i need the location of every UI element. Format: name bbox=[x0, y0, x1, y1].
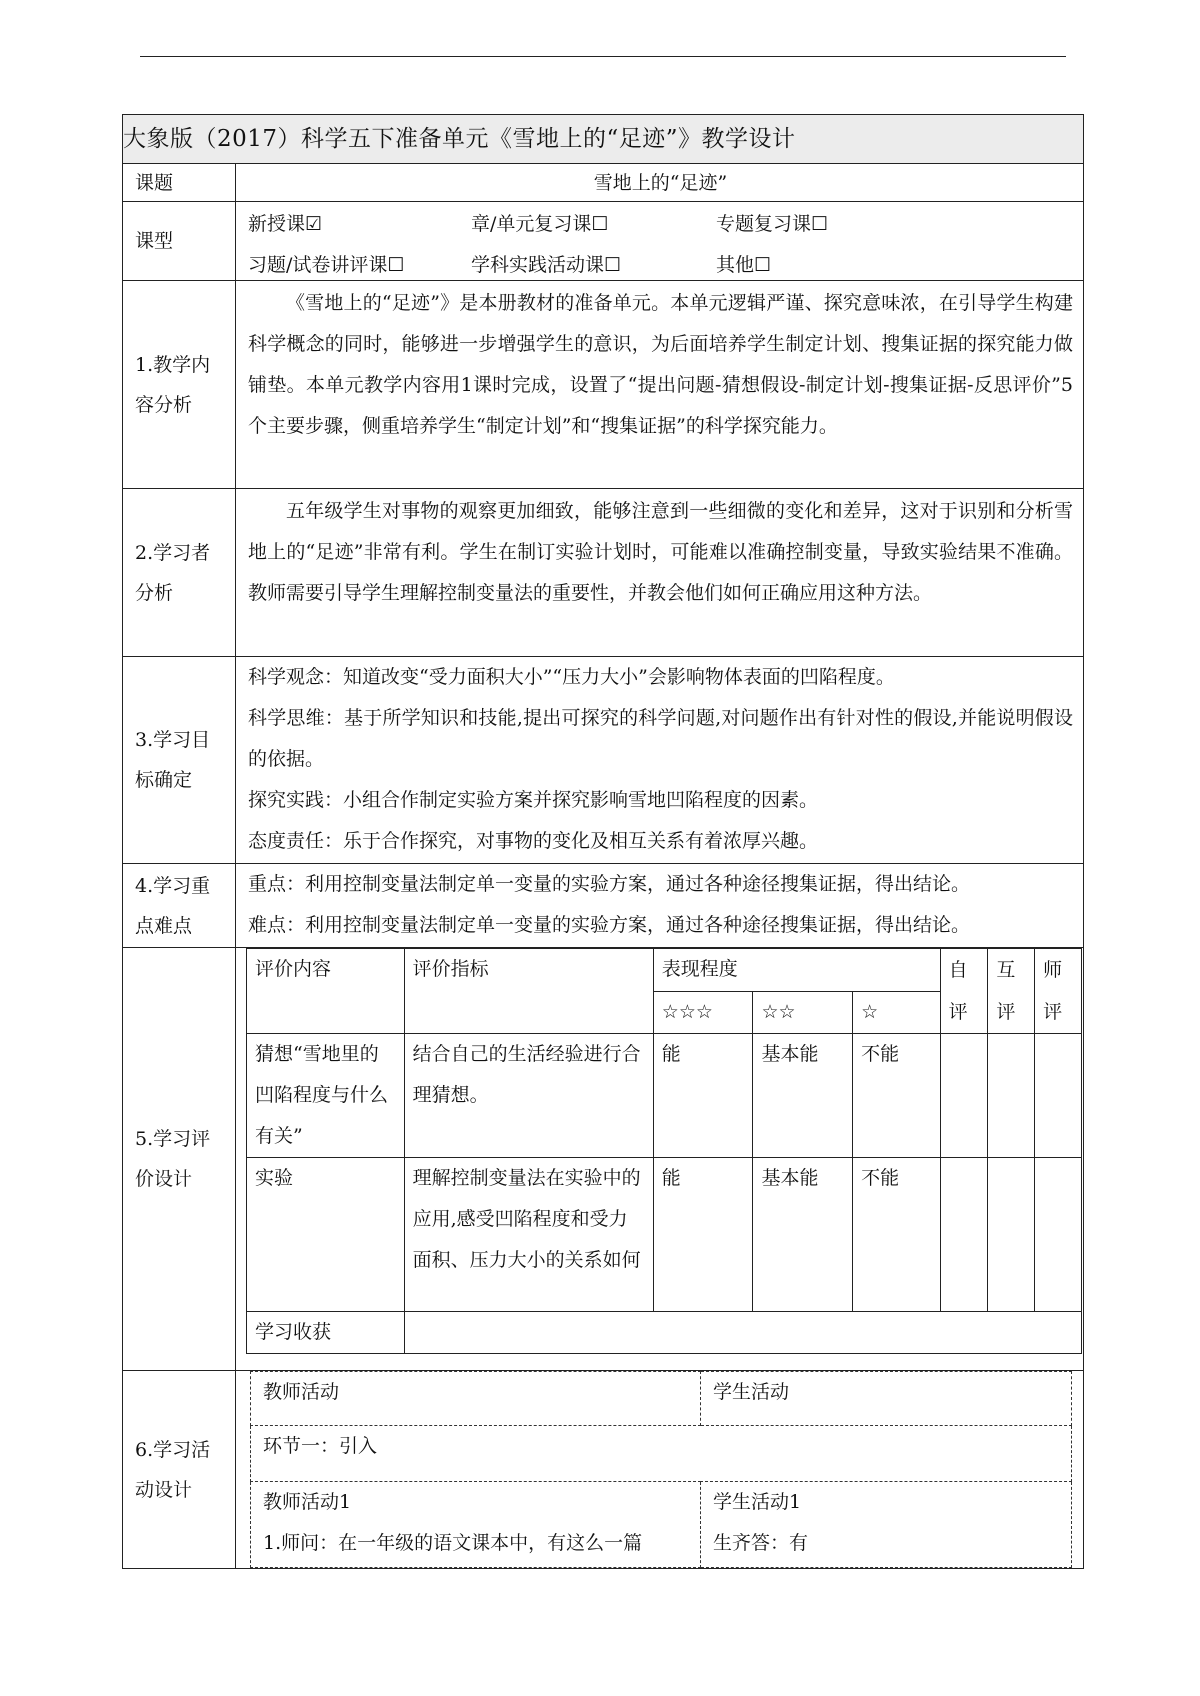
level-three-stars: ☆☆☆ bbox=[653, 991, 753, 1034]
student-activity-1 bbox=[701, 1482, 1072, 1568]
lesson-type-row bbox=[123, 201, 1083, 280]
evaluation-label: 5.学习评价设计 bbox=[123, 948, 236, 1370]
teacher-eval-cell[interactable] bbox=[1035, 1158, 1082, 1312]
eval-indicator-cell: 结合自己的生活经验进行合理猜想。 bbox=[404, 1034, 653, 1158]
header-self-eval: 自评 bbox=[940, 949, 988, 1034]
section-intro: 环节一：引入 bbox=[251, 1426, 1072, 1482]
level-cell: 能 bbox=[653, 1158, 753, 1312]
key-point: 重点：利用控制变量法制定单一变量的实验方案，通过各种途径搜集证据，得出结论。 bbox=[248, 873, 971, 895]
key-points-label: 4.学习重点难点 bbox=[123, 864, 236, 947]
teacher-activity-1 bbox=[251, 1482, 701, 1568]
header-eval-indicator: 评价指标 bbox=[404, 949, 653, 1034]
student-activity-1-title: 学生活动1 bbox=[713, 1491, 802, 1513]
table-row bbox=[247, 1158, 1082, 1312]
learner-analysis-label: 2.学习者分析 bbox=[123, 489, 236, 656]
option-new-lesson[interactable]: 新授课☑ bbox=[248, 213, 323, 235]
activities-cell bbox=[236, 1371, 1083, 1568]
level-cell: 不能 bbox=[853, 1034, 940, 1158]
option-exercise-review[interactable]: 习题/试卷讲评课☐ bbox=[248, 254, 405, 276]
topic-label: 课题 bbox=[123, 164, 236, 201]
activities-label: 6.学习活动设计 bbox=[123, 1371, 236, 1568]
option-practice-activity[interactable]: 学科实践活动课☐ bbox=[471, 254, 622, 276]
evaluation-row bbox=[123, 947, 1083, 1370]
header-performance: 表现程度 bbox=[653, 949, 940, 992]
header-peer-eval: 互评 bbox=[988, 949, 1035, 1034]
content-analysis-row bbox=[123, 280, 1083, 488]
difficult-point: 难点：利用控制变量法制定单一变量的实验方案，通过各种途径搜集证据，得出结论。 bbox=[248, 914, 971, 936]
eval-content-cell: 猜想“雪地里的凹陷程度与什么有关” bbox=[247, 1034, 405, 1158]
objective-item: 态度责任：乐于合作探究，对事物的变化及相互关系有着浓厚兴趣。 bbox=[248, 830, 819, 852]
level-cell: 能 bbox=[653, 1034, 753, 1158]
header-rule bbox=[140, 56, 1066, 57]
key-points-row bbox=[123, 863, 1083, 947]
self-eval-cell[interactable] bbox=[940, 1034, 988, 1158]
objectives-list bbox=[236, 657, 1083, 863]
content-analysis-text: 《雪地上的“足迹”》是本册教材的准备单元。本单元逻辑严谨、探究意味浓，在引导学生构建科学概念的同时，能够进一步增强学生的意识，为后面培养学生制定计划、搜集证据的探究能力做铺垫。本单元教学内容用1课时完成，设置了“提出问题-猜想假设-制定计划-搜集证据-反思评价”5个主要步骤，侧重培养学生“制定计划”和“搜集证据”的科学探究能力。 bbox=[248, 292, 1073, 437]
level-cell: 基本能 bbox=[753, 1158, 853, 1312]
objectives-row bbox=[123, 656, 1083, 863]
learner-analysis-text: 五年级学生对事物的观察更加细致，能够注意到一些细微的变化和差异，这对于识别和分析雪地上的“足迹”非常有利。学生在制订实验计划时，可能难以准确控制变量，导致实验结果不准确。教师需要引导学生理解控制变量法的重要性，并教会他们如何正确应用这种方法。 bbox=[248, 500, 1073, 604]
self-eval-cell[interactable] bbox=[940, 1158, 988, 1312]
activities-table bbox=[250, 1371, 1072, 1568]
activities-row bbox=[123, 1370, 1083, 1568]
header-teacher-eval: 师评 bbox=[1035, 949, 1082, 1034]
peer-eval-cell[interactable] bbox=[988, 1034, 1035, 1158]
table-row bbox=[247, 1034, 1082, 1158]
learner-analysis-row bbox=[123, 488, 1083, 656]
option-other[interactable]: 其他☐ bbox=[716, 254, 772, 276]
student-activity-header: 学生活动 bbox=[701, 1372, 1072, 1426]
objective-item: 科学思维：基于所学知识和技能,提出可探究的科学问题,对问题作出有针对性的假设,并能说明假设的依据。 bbox=[248, 707, 1073, 770]
objective-item: 科学观念：知道改变“受力面积大小”“压力大小”会影响物体表面的凹陷程度。 bbox=[248, 666, 895, 688]
objective-item: 探究实践：小组合作制定实验方案并探究影响雪地凹陷程度的因素。 bbox=[248, 789, 819, 811]
teacher-activity-1-text: 1.师问：在一年级的语文课本中，有这么一篇 bbox=[263, 1532, 643, 1554]
eval-content-cell: 实验 bbox=[247, 1158, 405, 1312]
header-eval-content: 评价内容 bbox=[247, 949, 405, 1034]
evaluation-table bbox=[246, 948, 1082, 1354]
level-two-stars: ☆☆ bbox=[753, 991, 853, 1034]
topic-value: 雪地上的“足迹” bbox=[593, 172, 728, 194]
topic-row bbox=[123, 163, 1083, 201]
level-cell: 不能 bbox=[853, 1158, 940, 1312]
teacher-eval-cell[interactable] bbox=[1035, 1034, 1082, 1158]
level-cell: 基本能 bbox=[753, 1034, 853, 1158]
lesson-plan-table bbox=[122, 114, 1084, 1569]
evaluation-cell bbox=[236, 948, 1083, 1370]
eval-indicator-cell: 理解控制变量法在实验中的应用,感受凹陷程度和受力面积、压力大小的关系如何 bbox=[404, 1158, 653, 1312]
student-activity-1-text: 生齐答：有 bbox=[713, 1532, 809, 1554]
peer-eval-cell[interactable] bbox=[988, 1158, 1035, 1312]
harvest-cell[interactable] bbox=[404, 1312, 1081, 1354]
lesson-type-label: 课型 bbox=[123, 202, 236, 280]
content-analysis-label: 1.教学内容分析 bbox=[123, 281, 236, 488]
key-points-list bbox=[236, 864, 1083, 947]
teacher-activity-1-title: 教师活动1 bbox=[263, 1491, 352, 1513]
harvest-label: 学习收获 bbox=[247, 1312, 405, 1354]
level-one-star: ☆ bbox=[853, 991, 940, 1034]
lesson-type-options bbox=[236, 202, 1083, 280]
objectives-label: 3.学习目标确定 bbox=[123, 657, 236, 863]
option-unit-review[interactable]: 章/单元复习课☐ bbox=[471, 213, 609, 235]
document-title: 大象版（2017）科学五下准备单元《雪地上的“足迹”》教学设计 bbox=[123, 115, 1083, 163]
teacher-activity-header: 教师活动 bbox=[251, 1372, 701, 1426]
option-topic-review[interactable]: 专题复习课☐ bbox=[716, 213, 829, 235]
